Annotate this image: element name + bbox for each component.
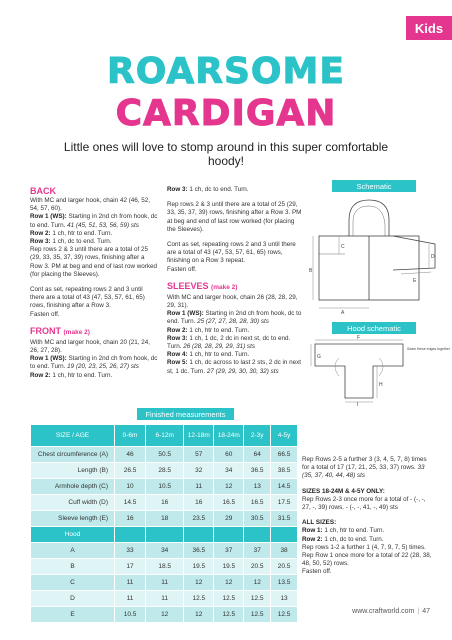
front-continue: Cont as set, repeating rows 2 and 3 until there are a total of 43 (47, 53, 57, 61, 65) rows, finishing on a Row 3 repeat.	[167, 241, 296, 265]
heading-front: FRONT (make 2)	[30, 325, 90, 336]
table-cell: 13.5	[271, 575, 298, 591]
front-fasten: Fasten off.	[167, 265, 197, 273]
back-repeat: Rep rows 2 & 3 until there are a total of 25 (29, 33, 35, 37, 39) rows, finishing after a Row 3. PM at beg and end of last row worked (for placing the Sleeves).	[30, 246, 158, 278]
table-cell: 18	[146, 511, 184, 527]
sleeves-row-2: Row 2: 1 ch, htr to end. Turn.	[167, 326, 250, 334]
table-cell: 12	[184, 607, 214, 623]
column-front-sleeves	[167, 186, 303, 376]
header-size-age: SIZE / AGE	[31, 425, 115, 447]
hood-section-cell	[244, 527, 271, 543]
heading-sleeves: SLEEVES (make 2)	[167, 280, 238, 291]
table-cell: 12	[214, 575, 244, 591]
table-cell: 16.5	[244, 495, 271, 511]
all-sizes-row-1: Row 1: 1 ch, htr to end. Turn.	[302, 527, 385, 535]
pattern-title-line-1: ROARSOME	[107, 51, 345, 92]
row-label: E	[31, 607, 115, 623]
row-label: A	[31, 543, 115, 559]
table-cell: 12.5	[214, 607, 244, 623]
row-label: C	[31, 575, 115, 591]
table-cell: 12.5	[184, 591, 214, 607]
heading-back: BACK	[30, 186, 56, 196]
sleeves-extra-repeat: Rep Rows 2-3 once more for a total of - (-, -, 27, -, 39) rows. - (-, -, 41, -, 49) sts	[302, 495, 426, 512]
table-cell: 23.5	[184, 511, 214, 527]
hood-section-cell	[184, 527, 214, 543]
row-label: Length (B)	[31, 463, 115, 479]
all-sizes-repeat: Rep rows 1-2 a further 1 (4, 7, 9, 7, 5) times.	[302, 543, 426, 551]
table-cell: 12.5	[214, 591, 244, 607]
schematic-letter-c: C	[341, 244, 345, 250]
all-sizes-row-2: Row 2: 1 ch, dc to end. Turn.	[302, 535, 384, 543]
schematic-letter-b: B	[309, 268, 313, 274]
table-cell: 29	[214, 511, 244, 527]
schematic-letter-a: A	[341, 310, 345, 316]
hood-section-row	[31, 527, 298, 543]
back-continue: Cont as set, repeating rows 2 and 3 until there are a total of 43 (47, 53, 57, 61, 65) rows, finishing after a Row 3.	[30, 286, 145, 310]
table-cell: 36.5	[184, 543, 214, 559]
table-cell: 13	[244, 479, 271, 495]
hood-letter-g: G	[317, 354, 321, 360]
table-cell: 66.5	[271, 447, 298, 463]
back-row-1: Row 1 (WS): Starting in 2nd ch from hook, dc to end. Turn. 41 (45, 51, 53, 56, 59) sts	[30, 213, 158, 229]
row-label: Armhole depth (C)	[31, 479, 115, 495]
table-row	[31, 447, 298, 463]
table-cell: 34	[214, 463, 244, 479]
row-label: D	[31, 591, 115, 607]
table-cell: 14.5	[271, 479, 298, 495]
sleeves-row-5: Row 5: 1 ch, dc across to last 2 sts, 2 dc in next st, 1 dc. Turn. 27 (29, 29, 30, 30, 32) sts	[167, 359, 302, 375]
hood-section-cell	[271, 527, 298, 543]
table-cell: 12	[214, 479, 244, 495]
page-number: 47	[422, 608, 430, 615]
pattern-title-line-2: CARDIGAN	[115, 93, 337, 134]
header-size: 18-24m	[214, 425, 244, 447]
pattern-subtitle: Little ones will love to stomp around in this super comfortable hoody!	[63, 140, 389, 168]
heading-all-sizes: ALL SIZES:	[302, 519, 337, 527]
table-cell: 46	[115, 447, 146, 463]
sleeves-row-1: Row 1 (WS): Starting in 2nd ch from hook, dc to end. Turn. 25 (27, 27, 28, 28, 30) sts	[167, 310, 302, 326]
table-cell: 12	[146, 607, 184, 623]
table-row	[31, 559, 298, 575]
sleeves-row-4: Row 4: 1 ch, htr to end. Turn.	[167, 351, 250, 359]
sleeves-row-3: Row 3: 1 ch, 1 dc, 2 dc in next st, dc to end. Turn. 26 (28, 28, 29, 29, 31) sts	[167, 334, 291, 351]
heading-sizes-18-24m: SIZES 18-24M & 4-5Y ONLY:	[302, 487, 385, 495]
hood-section-cell	[146, 527, 184, 543]
front-row-2: Row 2: 1 ch, htr to end. Turn.	[30, 371, 113, 379]
table-row	[31, 591, 298, 607]
table-cell: 12.5	[244, 591, 271, 607]
table-cell: 16	[184, 495, 214, 511]
hood-section-cell	[115, 527, 146, 543]
table-cell: 32	[184, 463, 214, 479]
finished-measurements-label: Finished measurements	[137, 408, 234, 420]
row-label: Sleeve length (E)	[31, 511, 115, 527]
table-cell: 11	[184, 479, 214, 495]
hood-letter-i: I	[357, 402, 359, 408]
measurements-table	[30, 424, 298, 623]
table-cell: 19.5	[184, 559, 214, 575]
footer-website: www.craftworld.com	[352, 608, 415, 615]
hood-letter-h: H	[379, 382, 383, 388]
row-label: Chest circumference (A)	[31, 447, 115, 463]
table-cell: 16	[146, 495, 184, 511]
table-cell: 11	[115, 575, 146, 591]
hood-letter-f: F	[357, 335, 361, 341]
measurements-header-row	[31, 425, 298, 447]
back-intro: With MC and larger hook, chain 42 (46, 52, 54, 57, 60).	[30, 197, 151, 213]
table-cell: 34	[146, 543, 184, 559]
hood-schematic-drawing	[309, 335, 451, 408]
table-cell: 19.5	[214, 559, 244, 575]
hood-seam-note: Seam these edges together	[407, 347, 451, 351]
front-intro: With MC and larger hook, chain 20 (21, 24, 26, 27, 28).	[30, 338, 151, 355]
schematic-label: Schematic	[332, 180, 416, 192]
table-cell: 14.5	[115, 495, 146, 511]
header-size: 0-6m	[115, 425, 146, 447]
header-size: 12-18m	[184, 425, 214, 447]
table-row	[31, 607, 298, 623]
table-cell: 28.5	[146, 463, 184, 479]
table-cell: 37	[244, 543, 271, 559]
back-row-2: Row 2: 1 ch, htr to end. Turn.	[30, 229, 113, 237]
page-footer: www.craftworld.com | 47	[352, 608, 430, 615]
table-cell: 12.5	[271, 607, 298, 623]
hood-schematic	[309, 335, 451, 408]
table-row	[31, 495, 298, 511]
garment-schematic	[309, 194, 437, 316]
table-row	[31, 511, 298, 527]
table-cell: 64	[244, 447, 271, 463]
column-back-front	[30, 186, 158, 380]
table-cell: 26.5	[115, 463, 146, 479]
table-cell: 33	[115, 543, 146, 559]
column-sleeves-continued	[302, 456, 432, 577]
sleeves-repeat: Rep Rows 2-5 a further 3 (3, 4, 5, 7, 8) times for a total of 17 (17, 21, 25, 33, 37) rows. 33 (35, 37, 40, 44, 48) sts	[302, 456, 427, 480]
header-size: 2-3y	[244, 425, 271, 447]
front-repeat: Rep rows 2 & 3 until there are a total of 25 (29, 33, 35, 37, 39) rows, finishing after a Row 3. PM at beg and end of last row worked (for placing the Sleeves).	[167, 201, 302, 233]
table-cell: 12.5	[244, 607, 271, 623]
schematic-letter-d: D	[431, 254, 435, 260]
table-cell: 57	[184, 447, 214, 463]
all-sizes-fasten: Fasten off.	[302, 568, 332, 576]
table-cell: 12	[244, 575, 271, 591]
table-cell: 37	[214, 543, 244, 559]
table-cell: 17.5	[271, 495, 298, 511]
header-size: 6-12m	[146, 425, 184, 447]
table-cell: 11	[146, 591, 184, 607]
table-cell: 31.5	[271, 511, 298, 527]
table-row	[31, 575, 298, 591]
table-cell: 10	[115, 479, 146, 495]
table-cell: 18.5	[146, 559, 184, 575]
section-tab-kids: Kids	[406, 16, 452, 40]
schematic-letter-e: E	[413, 278, 417, 284]
back-fasten: Fasten off.	[30, 310, 60, 318]
table-cell: 30.5	[244, 511, 271, 527]
table-cell: 13	[271, 591, 298, 607]
table-cell: 20.5	[244, 559, 271, 575]
table-cell: 16	[115, 511, 146, 527]
sleeves-intro: With MC and larger hook, chain 26 (28, 28, 29, 29, 31).	[167, 293, 298, 310]
table-cell: 20.5	[271, 559, 298, 575]
table-row	[31, 463, 298, 479]
table-cell: 50.5	[146, 447, 184, 463]
table-cell: 38	[271, 543, 298, 559]
row-label: B	[31, 559, 115, 575]
all-sizes-final: Rep Row 1 once more for a total of 22 (28, 38, 48, 50, 52) rows.	[302, 552, 432, 568]
hood-section-label: Hood	[31, 527, 115, 543]
table-cell: 11	[115, 591, 146, 607]
front-row-1: Row 1 (WS): Starting in 2nd ch from hook, dc to end. Turn. 19 (20, 23, 25, 26, 27) sts	[30, 355, 158, 371]
hood-section-cell	[214, 527, 244, 543]
table-cell: 38.5	[271, 463, 298, 479]
front-row-3: Row 3: 1 ch, dc to end. Turn.	[167, 186, 249, 193]
table-cell: 12	[184, 575, 214, 591]
table-cell: 10.5	[115, 607, 146, 623]
back-row-3: Row 3: 1 ch, dc to end. Turn.	[30, 238, 112, 246]
table-row	[31, 543, 298, 559]
garment-schematic-drawing	[309, 194, 437, 316]
table-cell: 17	[115, 559, 146, 575]
table-cell: 36.5	[244, 463, 271, 479]
header-size: 4-5y	[271, 425, 298, 447]
table-row	[31, 479, 298, 495]
table-cell: 16.5	[214, 495, 244, 511]
row-label: Cuff width (D)	[31, 495, 115, 511]
table-cell: 10.5	[146, 479, 184, 495]
hood-schematic-label: Hood schematic	[332, 322, 416, 334]
table-cell: 60	[214, 447, 244, 463]
table-cell: 11	[146, 575, 184, 591]
